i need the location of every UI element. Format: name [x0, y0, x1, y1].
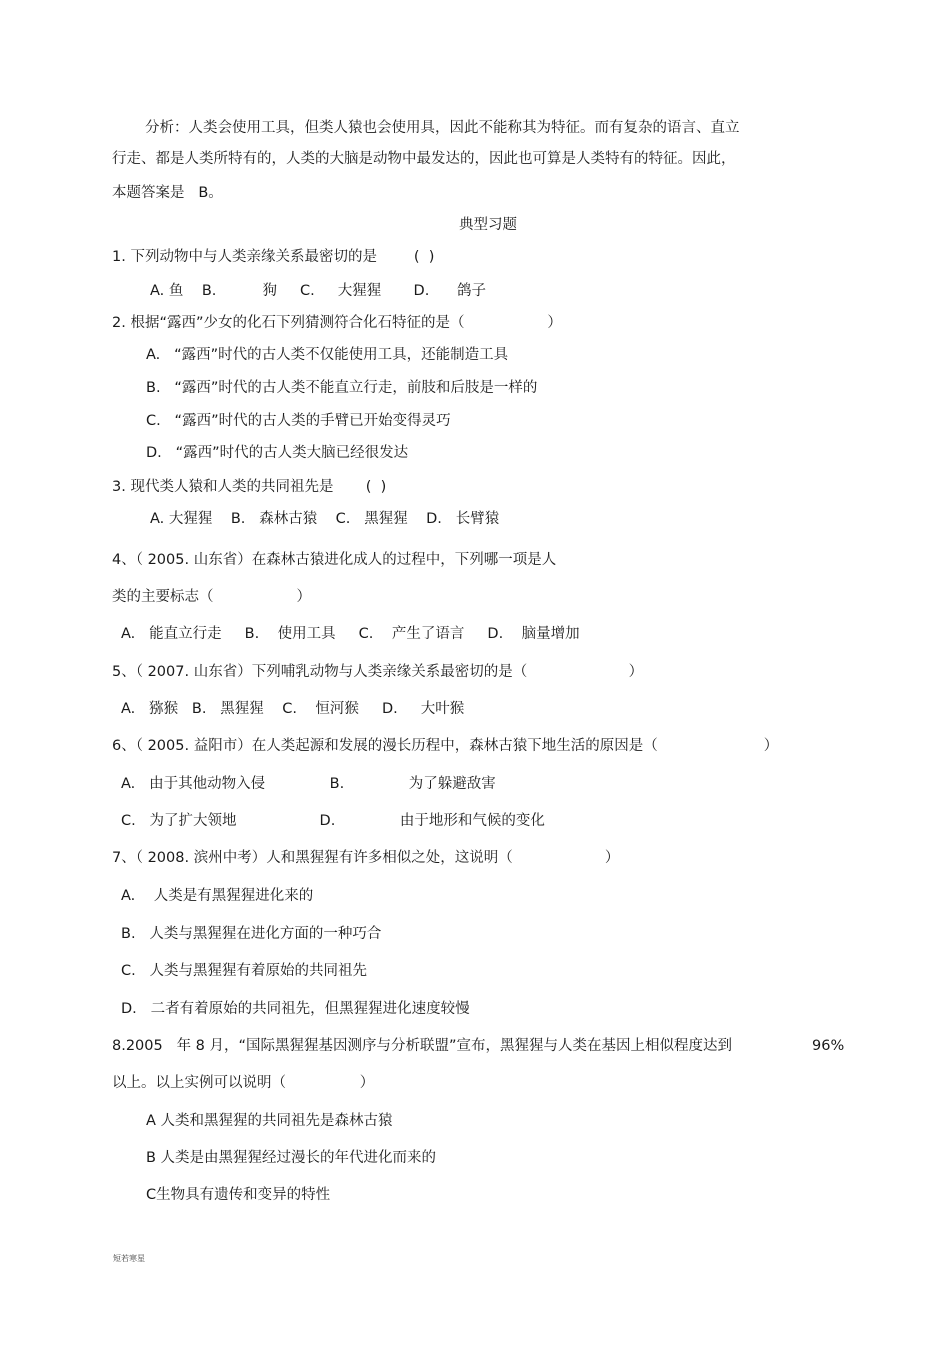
question-2-option-b: B. “露西”时代的古人类不能直立行走，前肢和后肢是一样的 — [146, 380, 538, 396]
question-7-option-a: A. 人类是有黑猩猩进化来的 — [121, 888, 314, 904]
question-3-options: A. 大猩猩 B. 森林古猿 C. 黑猩猩 D. 长臂猿 — [150, 511, 500, 527]
analysis-line-3: 本题答案是 B。 — [112, 185, 223, 201]
question-6-options-row-2: C. 为了扩大领地 D. 由于地形和气候的变化 — [121, 813, 545, 829]
analysis-line-2: 行走、都是人类所特有的，人类的大脑是动物中最发达的，因此也可算是人类特有的特征。因此， — [112, 151, 736, 167]
section-title: 典型习题 — [459, 217, 517, 233]
question-2-option-a: A. “露西”时代的古人类不仅能使用工具，还能制造工具 — [146, 347, 509, 363]
question-2-option-c: C. “露西”时代的古人类的手臂已开始变得灵巧 — [146, 413, 451, 429]
page-footer: 短若寒星 — [113, 1254, 145, 1263]
analysis-line-1: 分析：人类会使用工具，但类人猿也会使用具，因此不能称其为特征。而有复杂的语言、直立 — [145, 120, 740, 136]
question-4-stem: 4、（ 2005. 山东省）在森林古猿进化成人的过程中，下列哪一项是人 — [112, 552, 557, 568]
question-8-option-a: A 人类和黑猩猩的共同祖先是森林古猿 — [146, 1113, 393, 1129]
question-7-stem: 7、（ 2008. 滨州中考）人和黑猩猩有许多相似之处，这说明（ ） — [112, 850, 620, 866]
question-1-options: A. 鱼 B. 狗 C. 大猩猩 D. 鸽子 — [150, 283, 486, 299]
question-7-option-d: D. 二者有着原始的共同祖先，但黑猩猩进化速度较慢 — [121, 1001, 470, 1017]
question-5-stem: 5、（ 2007. 山东省）下列哺乳动物与人类亲缘关系最密切的是（ ） — [112, 664, 644, 680]
question-7-option-b: B. 人类与黑猩猩在进化方面的一种巧合 — [121, 926, 382, 942]
question-6-stem: 6、（ 2005. 益阳市）在人类起源和发展的漫长历程中，森林古猿下地生活的原因是（ ） — [112, 738, 779, 754]
question-6-options-row-1: A. 由于其他动物入侵 B. 为了躲避敌害 — [121, 776, 496, 792]
question-8-stem-cont: 以上。以上实例可以说明（ ） — [112, 1075, 375, 1091]
question-8-option-b: B 人类是由黑猩猩经过漫长的年代进化而来的 — [146, 1150, 437, 1166]
question-4-stem-cont: 类的主要标志（ ） — [112, 589, 311, 605]
question-3-stem: 3. 现代类人猿和人类的共同祖先是 ( ) — [112, 479, 387, 495]
question-2-stem: 2. 根据“露西”少女的化石下列猜测符合化石特征的是（ ） — [112, 315, 562, 331]
question-4-options: A. 能直立行走 B. 使用工具 C. 产生了语言 D. 脑量增加 — [121, 626, 580, 642]
question-8-option-c: C生物具有遗传和变异的特性 — [146, 1187, 331, 1203]
question-2-option-d: D. “露西”时代的古人类大脑已经很发达 — [146, 445, 409, 461]
question-8-stem: 8.2005 年 8 月，“国际黑猩猩基因测序与分析联盟”宣布，黑猩猩与人类在基因上相似程度达到 — [112, 1038, 733, 1054]
question-8-stem-percent: 96% — [812, 1038, 845, 1054]
question-1-stem: 1. 下列动物中与人类亲缘关系最密切的是 ( ) — [112, 249, 435, 265]
question-7-option-c: C. 人类与黑猩猩有着原始的共同祖先 — [121, 963, 368, 979]
question-5-options: A. 猕猴 B. 黑猩猩 C. 恒河猴 D. 大叶猴 — [121, 701, 465, 717]
